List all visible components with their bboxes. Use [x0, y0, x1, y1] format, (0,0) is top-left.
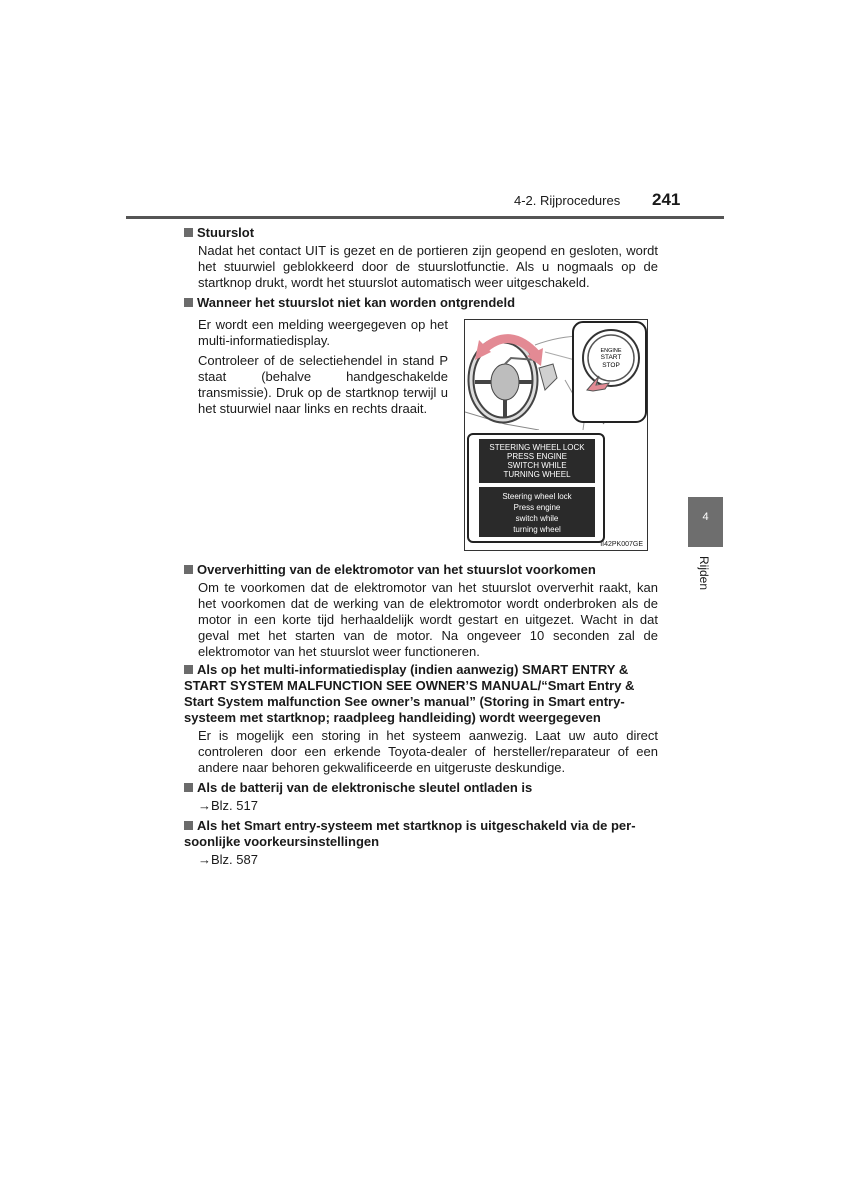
section-heading: [184, 225, 254, 241]
display-line: turning wheel: [513, 525, 561, 534]
bullet-square-icon: [184, 565, 193, 574]
button-label: STOP: [602, 362, 620, 369]
paragraph: Er is mogelijk een storing in het systeem aanwezig. Laat uw auto direct controleren door een erkende Toyota-dealer of hersteller/reparateur of een andere naar behoren gekwalificeerde en uitgeruste deskundige.: [198, 728, 658, 775]
heading-text: Wanneer het stuurslot niet kan worden ontgrendeld: [197, 295, 516, 310]
button-label: START: [600, 354, 622, 361]
section-heading: [184, 295, 515, 311]
paragraph: Er wordt een melding weergegeven op het multi-informatiedisplay.: [198, 317, 448, 348]
heading-text: Als op het multi-informatiedisplay (indien aanwezig) SMART ENTRY &: [197, 662, 629, 677]
illustration: [464, 319, 648, 551]
heading-line: Start System malfunction See owner’s manual” (Storing in Smart entry-: [184, 694, 625, 709]
heading-text: Als de batterij van de elektronische sleutel ontladen is: [197, 780, 533, 795]
paragraph: Controleer of de selectiehendel in stand P staat (behalve handgeschakelde transmissie). Druk op de startknop terwijl u het stuurwiel naar links en rechts draait.: [198, 353, 448, 416]
page-reference: →Blz. 517: [198, 798, 258, 813]
paragraph: Nadat het contact UIT is gezet en de portieren zijn geopend en gesloten, wordt het stuurwiel geblokkeerd door de stuurslotfunctie. Als u nogmaals op de startknop drukt, wordt het stuurslot automatisch weer uitgeschakeld.: [198, 243, 658, 290]
multi-information-display: [467, 433, 605, 543]
page-reference: →Blz. 587: [198, 852, 258, 867]
display-line: PRESS ENGINE: [506, 452, 567, 461]
section-title: 4-2. Rijprocedures: [514, 193, 621, 208]
heading-text: Als het Smart entry-systeem met startknop is uitgeschakeld via de per-: [197, 818, 636, 833]
figure-code: II42PK007GE: [600, 541, 643, 548]
heading-line: systeem met startknop; raadpleeg handleiding) wordt weergegeven: [184, 710, 601, 725]
section-heading: [184, 780, 532, 796]
header-divider: [126, 216, 724, 219]
heading-text: Stuurslot: [197, 225, 255, 240]
chapter-number: 4: [702, 511, 709, 523]
section-body: [198, 317, 448, 421]
heading-line: START SYSTEM MALFUNCTION SEE OWNER’S MANUAL/“Smart Entry &: [184, 678, 635, 693]
display-line: switch while: [515, 514, 559, 523]
bullet-square-icon: [184, 783, 193, 792]
button-label: ENGINE: [600, 348, 622, 354]
section-heading: [184, 662, 662, 726]
display-line: TURNING WHEEL: [503, 470, 571, 479]
section-body: [198, 728, 658, 776]
steering-wheel-illustration: [465, 320, 647, 430]
section-heading: [184, 818, 662, 850]
display-message-uppercase: [479, 439, 595, 483]
section-body: [198, 580, 658, 660]
section-body: [198, 243, 658, 291]
bullet-square-icon: [184, 821, 193, 830]
bullet-square-icon: [184, 665, 193, 674]
display-line: Press engine: [513, 503, 561, 512]
chapter-tab: [688, 497, 723, 547]
bullet-square-icon: [184, 228, 193, 237]
heading-line: soonlijke voorkeursinstellingen: [184, 834, 380, 849]
page-number: 241: [652, 190, 681, 209]
display-line: Steering wheel lock: [502, 492, 572, 501]
paragraph: Om te voorkomen dat de elektromotor van het stuurslot oververhit raakt, kan het voorkomen dat de werking van de elektromotor wordt onderbroken als de motor in een korte tijd herhaaldelijk wordt gestart en uitgezet. Wacht in dat geval met het starten van de motor. Na ongeveer 10 seconden zal de elektromotor van het stuurslot weer functioneren.: [198, 580, 658, 659]
heading-text: Oververhitting van de elektromotor van het stuurslot voorkomen: [197, 562, 596, 577]
display-line: SWITCH WHILE: [507, 461, 567, 470]
heading-line: [184, 662, 662, 678]
chapter-label: Rijden: [697, 556, 711, 591]
section-heading: [184, 562, 596, 578]
bullet-square-icon: [184, 298, 193, 307]
display-message-mixedcase: [479, 487, 595, 537]
display-line: STEERING WHEEL LOCK: [489, 443, 585, 452]
heading-line: [184, 818, 662, 834]
